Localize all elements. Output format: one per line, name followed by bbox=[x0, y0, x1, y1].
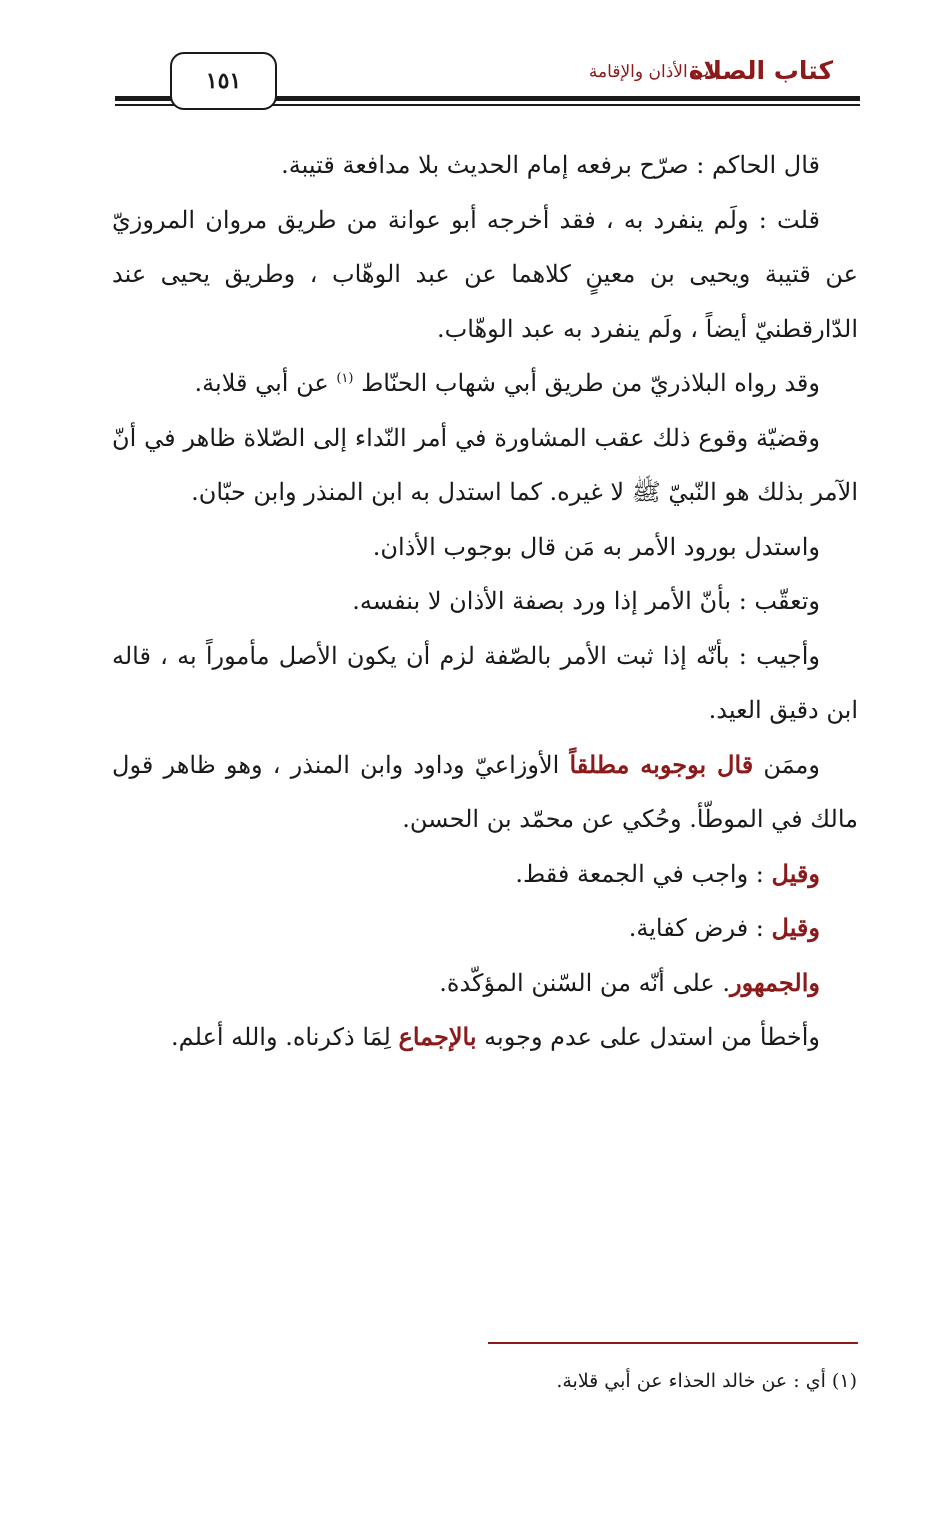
paragraph bbox=[112, 574, 858, 629]
highlighted-term: وقيل bbox=[771, 858, 820, 888]
paragraph bbox=[112, 847, 858, 902]
text-run: وقضيّة وقوع ذلك عقب المشاورة في أمر النّداء إلى الصّلاة ظاهر في أنّ الآمر بذلك هو النّبيّ ﷺ لا غيره. كما استدل به ابن المنذر وابن حبّان. bbox=[112, 423, 858, 506]
paragraph bbox=[112, 956, 858, 1011]
paragraph bbox=[112, 520, 858, 575]
text-run: قال الحاكم : صرّح برفعه إمام الحديث بلا مدافعة قتيبة. bbox=[281, 151, 820, 179]
paragraph bbox=[112, 138, 858, 193]
text-run: وقد رواه البلاذريّ من طريق أبي شهاب الحنّاط bbox=[353, 369, 820, 397]
main-text bbox=[112, 138, 858, 1065]
text-run: وأجيب : بأنّه إذا ثبت الأمر بالصّفة لزم أن يكون الأصل مأموراً به ، قاله ابن دقيق العيد. bbox=[112, 641, 858, 724]
chapter-title: باب الأذان والإقامة bbox=[588, 62, 719, 82]
highlighted-term: بالإجماع bbox=[398, 1022, 477, 1051]
text-run: وتعقّب : بأنّ الأمر إذا ورد بصفة الأذان لا بنفسه. bbox=[352, 587, 820, 615]
highlighted-term: والجمهور bbox=[730, 967, 820, 997]
paragraph bbox=[112, 738, 858, 847]
text-run: واستدل بورود الأمر به مَن قال بوجوب الأذان. bbox=[372, 532, 820, 561]
text-run: . على أنّه من السّنن المؤكّدة. bbox=[439, 968, 730, 997]
page-header bbox=[0, 0, 945, 115]
paragraph bbox=[112, 193, 858, 357]
paragraph bbox=[112, 1010, 858, 1065]
text-run: عن أبي قلابة. bbox=[194, 369, 337, 397]
footnote-separator bbox=[488, 1342, 858, 1344]
text-run: لِمَا ذكرناه. والله أعلم. bbox=[171, 1023, 399, 1051]
paragraph bbox=[112, 629, 858, 738]
paragraph bbox=[112, 356, 858, 411]
page-number: ١٥١ bbox=[170, 52, 277, 110]
text-run: الأوزاعيّ وداود وابن المنذر ، وهو ظاهر قول مالك في الموطّأ. وحُكي عن محمّد بن الحسن. bbox=[112, 750, 858, 833]
highlighted-term: وقيل bbox=[771, 913, 820, 942]
text-run: : واجب في الجمعة فقط. bbox=[515, 859, 772, 888]
footnote-reference: (١) bbox=[336, 371, 354, 386]
paragraph bbox=[112, 411, 858, 520]
paragraph bbox=[112, 901, 858, 956]
footnote: (١) أي : عن خالد الحذاء عن أبي قلابة. bbox=[556, 1370, 857, 1392]
text-run: وممَن bbox=[753, 750, 820, 779]
text-run: قلت : ولَم ينفرد به ، فقد أخرجه أبو عوانة من طريق مروان المروزيّ عن قتيبة ويحيى بن معينٍ كلاهما عن عبد الوهّاب ، وطريق يحيى عند الدّارقطنيّ أيضاً ، ولَم ينفرد به عبد الوهّاب. bbox=[112, 205, 858, 343]
book-title: كتاب الصلاة bbox=[688, 56, 833, 85]
highlighted-term: قال بوجوبه مطلقاً bbox=[569, 749, 754, 779]
text-run: : فرض كفاية. bbox=[628, 914, 772, 942]
text-run: وأخطأ من استدل على عدم وجوبه bbox=[476, 1023, 820, 1051]
